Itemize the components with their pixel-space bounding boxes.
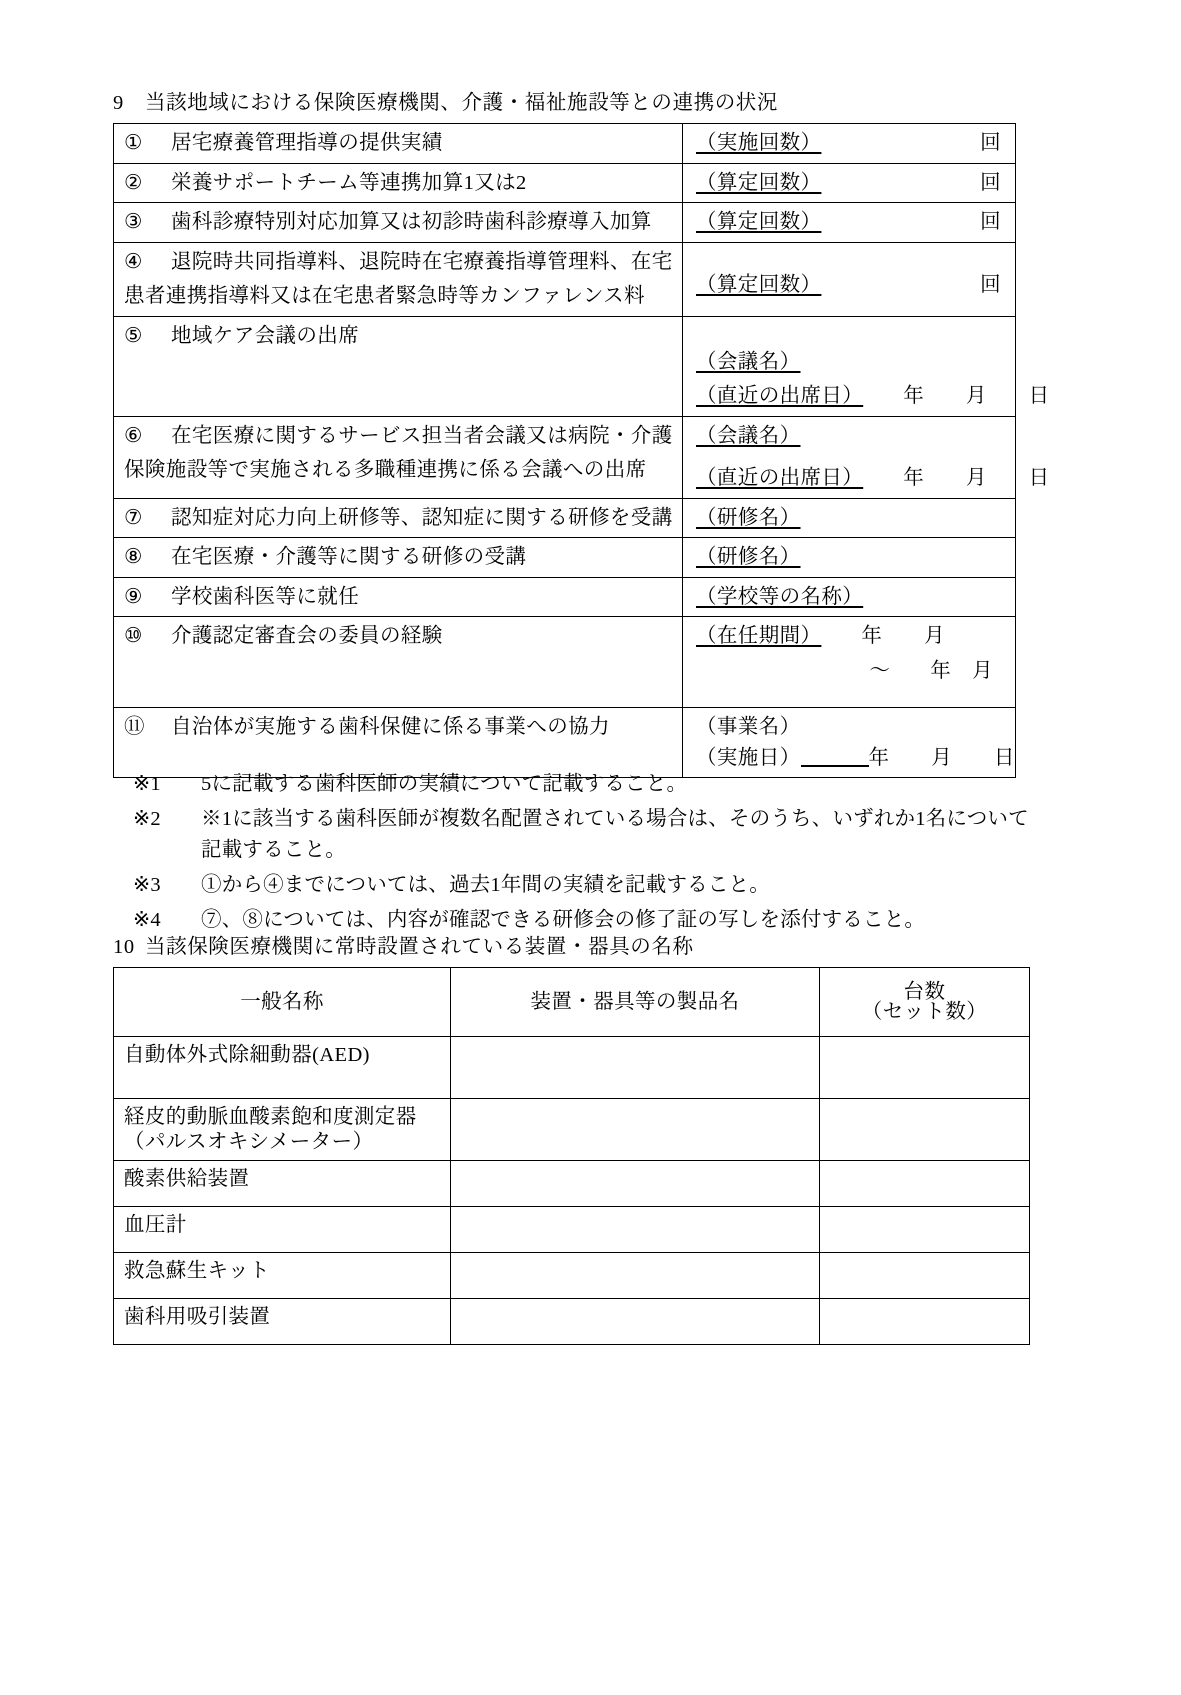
header-count-line1: 台数 [903,980,946,1003]
equipment-row-1-name [114,1037,451,1099]
row-5-index: ⑤ [124,324,143,347]
table-row [114,1207,1030,1253]
row-6-meeting-name-label: （会議名） [696,424,801,447]
equipment-row-4-count[interactable] [820,1207,1030,1253]
section-10-heading [113,937,694,958]
table-row [114,416,1016,498]
equipment-row-5-count[interactable] [820,1253,1030,1299]
note-3 [133,873,1143,899]
row-11-index: ⑪ [124,716,145,738]
equipment-row-4-product[interactable] [451,1207,820,1253]
row-9-value-cell[interactable] [683,577,1016,617]
row-5-last-attendance-label: （直近の出席日） [696,385,864,407]
note-1-text: 5に記載する歯科医師の実績について記載すること。 [201,773,688,795]
row-1-label-cell [114,124,683,164]
header-general-name: 一般名称 [114,968,451,1037]
row-10-period-end: 年 月 [930,659,993,682]
table-row [114,1253,1030,1299]
note-4-text: ⑦、⑧については、内容が確認できる研修会の修了証の写しを添付すること。 [201,908,926,931]
equipment-row-3-name [114,1161,451,1207]
section-9-title: 当該地域における保険医療機関、介護・福祉施設等との連携の状況 [145,92,778,114]
equipment-row-5-product[interactable] [451,1253,820,1299]
equipment-table-header-row [114,968,1030,1037]
row-3-unit: 回 [980,211,1001,233]
row-7-label: 認知症対応力向上研修等、認知症に関する研修を受講 [171,506,673,529]
table-row [114,242,1016,316]
equipment-row-6-name-line1: 歯科用吸引装置 [124,1306,271,1329]
header-product-name: 装置・器具等の製品名 [451,968,820,1037]
row-7-index: ⑦ [124,506,143,529]
row-2-label: 栄養サポートチーム等連携加算1又は2 [171,171,527,194]
row-10-index: ⑩ [124,625,143,647]
row-2-value-label: （算定回数） [696,171,822,194]
row-4-value-label: （算定回数） [696,273,822,296]
section-10-title: 当該保険医療機関に常時設置されている装置・器具の名称 [145,936,694,958]
section-9-number: 9 [113,92,124,114]
equipment-row-2-count[interactable] [820,1099,1030,1161]
note-2-tag: ※2 [133,807,161,830]
row-8-training-name-label: （研修名） [696,546,801,568]
row-10-period-start: 年 月 [861,625,946,647]
row-10-tenure-label: （在任期間） [696,625,822,647]
row-1-index: ① [124,132,143,154]
equipment-row-4-name-line1: 血圧計 [124,1214,187,1237]
equipment-row-2-name [114,1099,451,1161]
row-9-school-name-label: （学校等の名称） [696,585,864,608]
section-9-heading [113,93,778,114]
equipment-row-2-product[interactable] [451,1099,820,1161]
note-4-tag: ※4 [133,908,161,931]
row-5-label-cell [114,316,683,416]
row-3-value-label: （算定回数） [696,211,822,233]
table-row [114,1099,1030,1161]
table-row [114,577,1016,617]
row-8-index: ⑧ [124,546,143,568]
equipment-row-6-product[interactable] [451,1299,820,1345]
row-6-date-placeholder: 年 月 日 [903,467,1050,489]
table-row [114,538,1016,578]
row-8-value-cell[interactable] [683,538,1016,578]
note-3-tag: ※3 [133,873,161,896]
note-2 [133,807,1143,864]
row-9-label-cell [114,577,683,617]
row-11-label: 自治体が実施する歯科保健に係る事業への協力 [171,716,610,738]
row-11-date-placeholder: 年 月 日 [868,746,1015,769]
table-row [114,124,1016,164]
row-10-value-cell[interactable] [683,617,1016,708]
row-1-value-label: （実施回数） [696,132,822,154]
row-2-value-cell[interactable] [683,163,1016,203]
row-4-label: 退院時共同指導料、退院時在宅療養指導管理料、在宅 [171,250,673,273]
equipment-table [113,967,1030,1345]
row-6-index: ⑥ [124,424,143,447]
row-7-training-name-label: （研修名） [696,506,801,529]
row-5-label: 地域ケア会議の出席 [171,324,360,347]
row-11-value-cell[interactable] [683,708,1016,778]
row-9-label: 学校歯科医等に就任 [171,585,360,608]
equipment-row-1-name-line1: 自動体外式除細動器(AED) [124,1044,370,1066]
row-6-label-second-line: 保険施設等で実施される多職種連携に係る会議への出席 [124,459,647,481]
table-row [114,1299,1030,1345]
cooperation-status-table [113,123,1050,778]
row-5-value-cell[interactable] [683,316,1050,416]
row-8-label: 在宅医療・介護等に関する研修の受講 [171,546,527,568]
section-10-number: 10 [113,936,135,958]
row-3-value-cell[interactable] [683,203,1016,243]
header-count-line2: （セット数） [861,1001,988,1023]
equipment-row-6-name [114,1299,451,1345]
row-10-period-separator: ～ [869,659,891,682]
note-2-text: ※1に該当する歯科医師が複数名配置されている場合は、そのうち、いずれか1名について [201,807,1029,830]
equipment-row-1-count[interactable] [820,1037,1030,1099]
table-row [114,316,1016,416]
table-row [114,498,1016,538]
equipment-row-3-product[interactable] [451,1161,820,1207]
row-1-unit: 回 [980,132,1001,154]
row-1-label: 居宅療養管理指導の提供実績 [171,132,443,154]
table-row [114,203,1016,243]
table-row [114,1037,1030,1099]
row-2-unit: 回 [980,171,1001,194]
table-row [114,1161,1030,1207]
row-7-value-cell[interactable] [683,498,1016,538]
note-1-tag: ※1 [133,773,161,795]
table-row [114,617,1016,708]
row-5-date-placeholder: 年 月 日 [903,385,1050,407]
row-1-value-cell[interactable] [683,124,1016,164]
equipment-row-6-count[interactable] [820,1299,1030,1345]
row-7-label-cell [114,498,683,538]
equipment-row-3-count[interactable] [820,1161,1030,1207]
row-4-label-second-line: 患者連携指導料又は在宅患者緊急時等カンファレンス料 [124,285,645,307]
row-11-label-cell [114,708,683,778]
row-6-last-attendance-label: （直近の出席日） [696,467,864,489]
row-5-meeting-name-label: （会議名） [696,350,801,373]
date-rule [801,765,869,767]
table-row [114,163,1016,203]
row-6-value-cell[interactable] [683,416,1050,498]
row-3-index: ③ [124,211,143,233]
equipment-row-5-name [114,1253,451,1299]
row-6-label: 在宅医療に関するサービス担当者会議又は病院・介護 [171,424,673,447]
row-2-index: ② [124,171,143,194]
equipment-row-2-name-line1: 経皮的動脈血酸素飽和度測定器 [124,1106,417,1128]
row-11-project-name-label: （事業名） [696,716,801,738]
row-4-value-cell[interactable] [683,242,1016,316]
row-11-implementation-date-label: （実施日） [696,746,801,769]
row-10-label: 介護認定審査会の委員の経験 [171,625,443,647]
row-8-label-cell [114,538,683,578]
row-9-index: ⑨ [124,585,143,608]
header-count [820,968,1030,1037]
row-4-unit: 回 [980,273,1001,296]
equipment-row-4-name [114,1207,451,1253]
note-1 [133,772,1143,798]
equipment-row-5-name-line1: 救急蘇生キット [124,1260,270,1283]
row-6-label-cell [114,416,683,498]
note-4 [133,908,1143,934]
row-4-label-cell [114,242,683,316]
note-2-continuation: 記載すること。 [201,839,346,862]
row-3-label: 歯科診療特別対応加算又は初診時歯科診療導入加算 [171,211,652,233]
table-row [114,708,1016,778]
notes-block [133,772,1143,942]
row-10-label-cell [114,617,683,708]
row-3-label-cell [114,203,683,243]
note-3-text: ①から④までについては、過去1年間の実績を記載すること。 [201,873,770,896]
row-4-index: ④ [124,250,143,273]
equipment-row-3-name-line1: 酸素供給装置 [124,1168,250,1191]
equipment-row-1-product[interactable] [451,1037,820,1099]
row-2-label-cell [114,163,683,203]
equipment-row-2-name-line2: （パルスオキシメーター） [124,1130,374,1153]
